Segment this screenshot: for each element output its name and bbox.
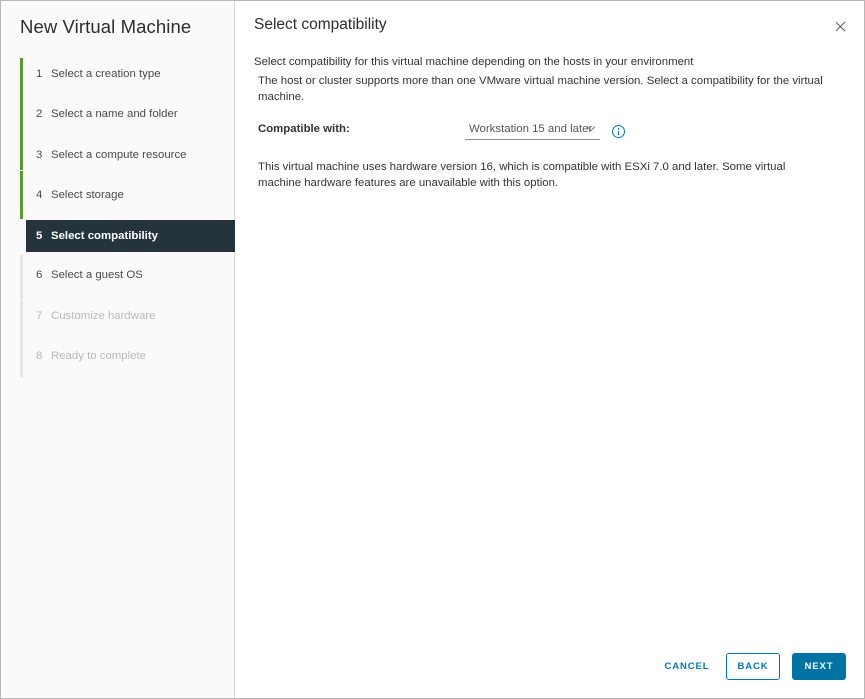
step-number: 7 (36, 310, 43, 322)
step-select-name-folder[interactable] (20, 98, 235, 130)
step-progress-bar (20, 300, 23, 340)
step-number: 2 (36, 108, 43, 120)
step-select-creation-type[interactable] (20, 58, 235, 90)
step-customize-hardware (20, 300, 235, 332)
compatibility-select-value: Workstation 15 and later (469, 123, 593, 135)
step-number: 5 (36, 230, 43, 242)
step-select-compute-resource[interactable] (20, 139, 235, 171)
wizard-steps (20, 56, 235, 377)
wizard-sidebar (1, 1, 235, 698)
step-select-storage[interactable] (20, 179, 235, 211)
step-progress-bar (20, 130, 23, 170)
step-label: Select a name and folder (51, 108, 178, 120)
step-progress-bar (20, 255, 23, 299)
page-title: Select compatibility (254, 16, 387, 33)
step-number: 6 (36, 269, 43, 281)
page-description: The host or cluster supports more than one VMware virtual machine version. Select a compatibility for the virtual machine. (258, 75, 823, 103)
step-select-guest-os[interactable] (20, 259, 235, 291)
step-number: 3 (36, 149, 43, 161)
step-progress-bar (20, 171, 23, 219)
step-label: Select a creation type (51, 68, 161, 80)
step-label: Select a guest OS (51, 269, 143, 281)
cancel-button[interactable]: CANCEL (664, 661, 710, 672)
compatibility-select[interactable] (465, 120, 600, 140)
step-label: Ready to complete (51, 350, 146, 362)
step-progress-bar (20, 340, 23, 377)
step-label: Select storage (51, 189, 124, 201)
next-button[interactable]: NEXT (792, 653, 846, 680)
hardware-version-note: This virtual machine uses hardware version 16, which is compatible with ESXi 7.0 and later. Some virtual machine hardware features are unavailable with this option. (258, 161, 786, 189)
step-ready-to-complete (20, 340, 235, 372)
step-select-compatibility[interactable] (26, 220, 235, 252)
info-icon[interactable] (612, 125, 625, 138)
wizard-content (236, 1, 864, 698)
wizard-title: New Virtual Machine (20, 16, 192, 37)
step-progress-bar (20, 90, 23, 130)
page-subtitle: Select compatibility for this virtual machine depending on the hosts in your environment (254, 56, 694, 68)
back-button[interactable]: BACK (726, 653, 780, 680)
compatible-with-label: Compatible with: (258, 123, 350, 135)
step-label: Select a compute resource (51, 149, 187, 161)
close-icon[interactable] (832, 18, 850, 36)
step-number: 4 (36, 189, 43, 201)
step-label: Select compatibility (51, 230, 158, 242)
step-number: 8 (36, 350, 43, 362)
step-label: Customize hardware (51, 310, 156, 322)
step-number: 1 (36, 68, 43, 80)
